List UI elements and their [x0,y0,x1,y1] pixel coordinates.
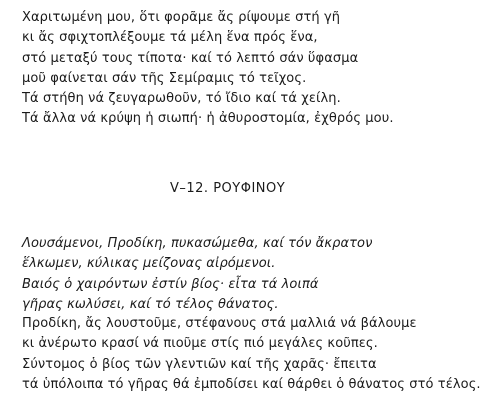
epigram-line: γῆρας κωλύσει, καί τό τέλος θάνατος. [22,296,279,312]
poem-line: κι ἄς σφιχτοπλέξουμε τά μέλη ἕνα πρός ἕνα, [22,30,318,46]
modern-greek-poem-stanza [22,8,394,130]
epigram-heading: V–12. ΡΟΥΦΙΝΟΥ [170,181,286,196]
poem-line: στό μεταξύ τους τίποτα· καί τό λεπτό σάν ὕφασμα [22,50,359,66]
epigram-line: Βαιός ὁ χαιρόντων ἐστίν βίος· εἶτα τά λοιπά [22,276,319,292]
translation-line: κι ἀνέρωτο κρασί νά πιοῦμε στίς πιό μεγάλες κοῦπες. [22,336,378,352]
poem-line: μοῦ φαίνεται σάν τῆς Σεμίραμις τό τεῖχος. [22,70,307,86]
ancient-greek-epigram [22,234,372,315]
translation-stanza [22,314,481,395]
poem-line: Τά στήθη νά ζευγαρωθοῦν, τό ἴδιο καί τά χείλη. [22,91,341,107]
translation-line: Σύντομος ὁ βίος τῶν γλεντιῶν καί τῆς χαρᾶς· ἔπειτα [22,356,377,372]
translation-line: Προδίκη, ἄς λουστοῦμε, στέφανους στά μαλλιά νά βάλουμε [22,316,417,331]
poem-line: Χαριτωμένη μου, ὅτι φορᾶμε ἄς ρίψουμε στή γῆ [22,10,341,25]
poem-line: Τά ἄλλα νά κρύψη ἡ σιωπή· ἡ ἀθυροστομία, ἐχθρός μου. [22,111,394,127]
epigram-line: Λουσάμενοι, Προδίκη, πυκασώμεθα, καί τόν ἄκρατον [22,236,373,251]
translation-line: τά ὑπόλοιπα τό γῆρας θά ἐμποδίσει καί θάρθει ὁ θάνατος στό τέλος. [22,376,481,392]
epigram-line: ἕλκωμεν, κύλικας μείζονας αἰρόμενοι. [22,256,276,272]
